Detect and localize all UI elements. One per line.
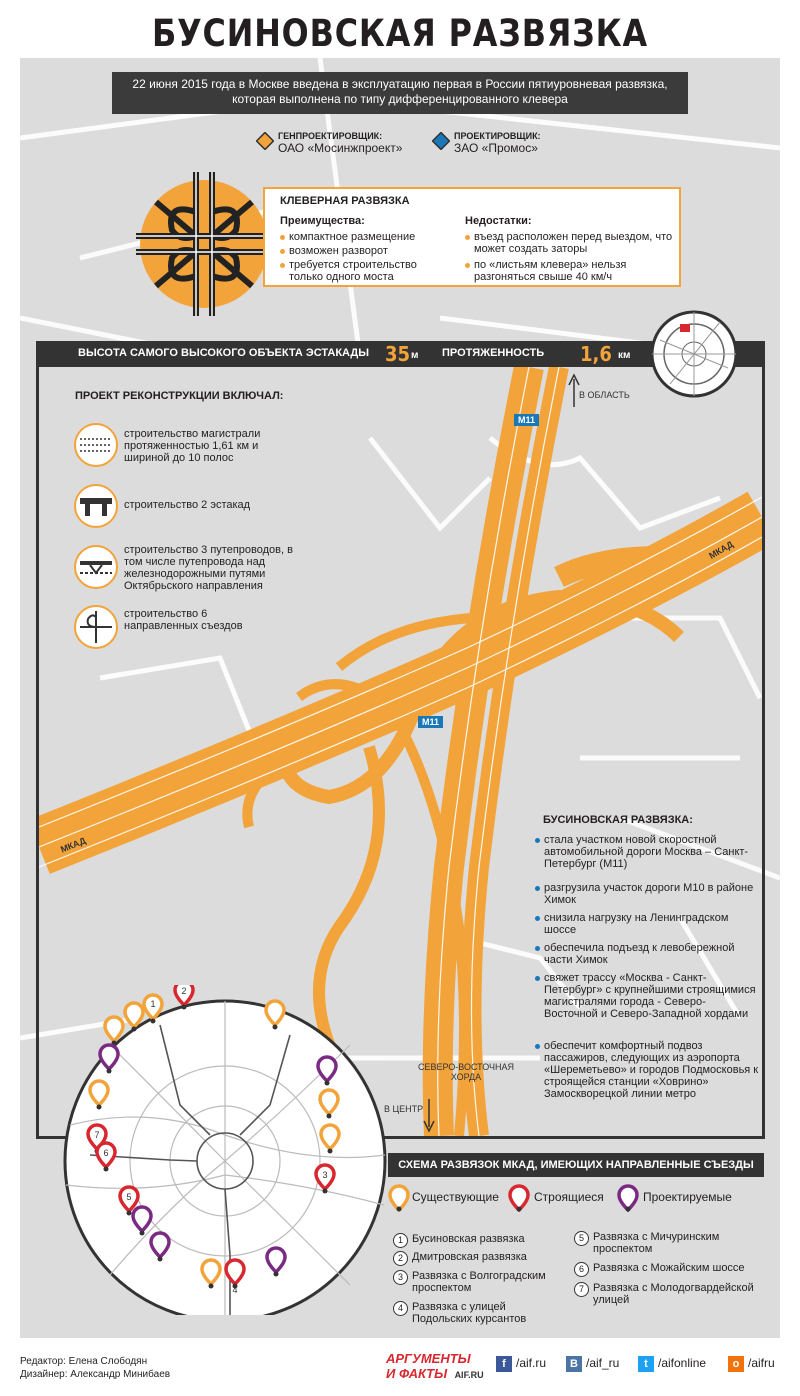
list-text: Бусиновская развязка xyxy=(412,1233,525,1245)
pro-item: компактное размещение xyxy=(280,231,459,243)
existing-pin-icon xyxy=(388,1182,410,1212)
length-label: ПРОТЯЖЕННОСТЬ xyxy=(442,347,545,359)
fact-item: стала участком новой скоростной автомобильной дороги Москва – Санкт-Петербург (М11) xyxy=(535,834,759,870)
editor-credit: Редактор: Елена Слободян xyxy=(20,1356,148,1367)
pin-number: 6 xyxy=(103,1148,109,1158)
scheme-list-item xyxy=(574,1262,769,1277)
pros-heading: Преимущества: xyxy=(280,215,365,227)
project-item-1: строительство магистрали протяженностью 1,61 км и шириной до 10 полос xyxy=(124,428,261,464)
facebook-icon: f xyxy=(496,1356,512,1372)
designer-credit: Дизайнер: Александр Минибаев xyxy=(20,1369,171,1380)
list-number: 6 xyxy=(574,1262,589,1277)
chord-label: СЕВЕРО-ВОСТОЧНАЯ ХОРДА xyxy=(417,1062,515,1082)
social-link[interactable]: /aifonline xyxy=(658,1356,707,1371)
arrow-up-icon xyxy=(569,375,579,407)
legend-existing: Существующие xyxy=(412,1190,499,1204)
credits xyxy=(20,1355,170,1381)
scheme-list-item xyxy=(393,1270,568,1294)
scheme-heading: СХЕМА РАЗВЯЗОК МКАД, ИМЕЮЩИХ НАПРАВЛЕННЫЕ СЪЕЗДЫ xyxy=(388,1153,764,1177)
height-label: ВЫСОТА САМОГО ВЫСОКОГО ОБЪЕКТА ЭСТАКАДЫ xyxy=(78,347,370,359)
social-vk[interactable] xyxy=(566,1356,619,1372)
pins-layer xyxy=(80,985,350,1315)
to-center-label: В ЦЕНТР xyxy=(384,1104,424,1114)
facts-heading: БУСИНОВСКАЯ РАЗВЯЗКА: xyxy=(543,814,693,826)
mkad-label-left: МКАД xyxy=(59,835,88,855)
vk-icon: B xyxy=(566,1356,582,1372)
length-unit: км xyxy=(618,350,631,361)
planned-pin-icon xyxy=(617,1182,639,1212)
list-number: 3 xyxy=(393,1270,408,1285)
intro-banner: 22 июня 2015 года в Москве введена в эксплуатацию первая в России пятиуровневая развязка, которая выполнена по типу дифференцированного клевера xyxy=(112,72,688,114)
pin-number: 3 xyxy=(322,1170,328,1180)
social-link[interactable]: /aif_ru xyxy=(586,1356,620,1371)
project-item-4: строительство 6 направленных съездов xyxy=(124,608,243,632)
fact-item: обеспечила подъезд к левобережной части Химок xyxy=(535,942,759,966)
page-title: БУСИНОВСКАЯ РАЗВЯЗКА xyxy=(151,12,649,55)
scheme-list-item xyxy=(393,1301,568,1325)
cloverleaf-heading: КЛЕВЕРНАЯ РАЗВЯЗКА xyxy=(280,195,410,207)
fact-item: свяжет трассу «Москва - Санкт-Петербург» с крупнейшими строящимися магистралями города - Северо-Восточной и Северо-Западной хордами xyxy=(535,972,759,1020)
fact-item: разгрузила участок дороги М10 в районе Химок xyxy=(535,882,759,906)
con-item: въезд расположен перед выездом, что может создать заторы xyxy=(465,231,674,255)
list-text: Развязка с Молодогвардейской улицей xyxy=(593,1282,754,1306)
length-value: 1,6 xyxy=(580,342,612,366)
designer-org: ЗАО «Промос» xyxy=(454,141,538,155)
building-pin-icon xyxy=(508,1182,530,1212)
exit-icon xyxy=(74,605,118,649)
social-facebook[interactable] xyxy=(496,1356,546,1372)
logo-site: AIF.RU xyxy=(454,1370,484,1380)
scheme-list-item xyxy=(393,1233,568,1248)
overpass-icon xyxy=(74,484,118,528)
pro-item: возможен разворот xyxy=(280,245,459,257)
list-number: 4 xyxy=(393,1301,408,1316)
aif-logo[interactable] xyxy=(386,1352,486,1386)
pin-number: 2 xyxy=(181,986,187,996)
cloverleaf-box xyxy=(263,187,681,287)
list-number: 7 xyxy=(574,1282,589,1297)
project-item-3: строительство 3 путепроводов, в том числе путепровода над железнодорожными путями Октябрьского направления xyxy=(124,544,293,592)
list-number: 2 xyxy=(393,1251,408,1266)
list-text: Дмитровская развязка xyxy=(412,1251,527,1263)
scheme-list-item xyxy=(393,1251,568,1266)
general-designer xyxy=(256,130,402,154)
list-text: Развязка с Можайским шоссе xyxy=(593,1262,745,1274)
project-item-2: строительство 2 эстакад xyxy=(124,499,251,511)
cons-heading: Недостатки: xyxy=(465,215,532,227)
pro-item: требуется строительство только одного моста xyxy=(280,259,429,283)
pin-number: 5 xyxy=(126,1192,132,1202)
m11-sign-middle: M11 xyxy=(418,716,443,728)
list-text: Развязка с улицей Подольских курсантов xyxy=(412,1301,527,1325)
con-item: по «листьям клевера» нельзя разгоняться свыше 40 км/ч xyxy=(465,259,654,283)
legend-planned: Проектируемые xyxy=(643,1190,732,1204)
pin-number: 7 xyxy=(94,1130,100,1140)
m11-sign-top: M11 xyxy=(514,414,539,426)
twitter-icon: t xyxy=(638,1356,654,1372)
designer xyxy=(432,130,541,154)
blue-badge-icon xyxy=(432,132,450,150)
orange-badge-icon xyxy=(256,132,274,150)
odnoklassniki-icon: o xyxy=(728,1356,744,1372)
fact-item: обеспечит комфортный подвоз пассажиров, следующих из аэропорта «Шереметьево» и городов Подмосковья к строящейся станции «Ховрино» Замоскворецкой линии метро xyxy=(535,1040,759,1100)
list-text: Развязка с Мичуринским проспектом xyxy=(593,1231,720,1255)
list-number: 5 xyxy=(574,1231,589,1246)
social-link[interactable]: /aifru xyxy=(748,1356,775,1371)
height-value: 35 xyxy=(385,342,411,366)
scheme-list-item xyxy=(574,1282,769,1306)
social-odnoklassniki[interactable] xyxy=(728,1356,775,1372)
social-twitter[interactable] xyxy=(638,1356,706,1372)
general-designer-label: ГЕНПРОЕКТИРОВЩИК: xyxy=(278,131,383,141)
highway-icon xyxy=(74,423,118,467)
project-heading: ПРОЕКТ РЕКОНСТРУКЦИИ ВКЛЮЧАЛ: xyxy=(75,390,284,402)
legend-building: Строящиеся xyxy=(534,1190,604,1204)
designer-label: ПРОЕКТИРОВЩИК: xyxy=(454,131,541,141)
pin-number: 1 xyxy=(150,999,156,1009)
social-link[interactable]: /aif.ru xyxy=(516,1356,547,1371)
general-designer-org: ОАО «Мосинжпроект» xyxy=(278,141,403,155)
to-region-label: В ОБЛАСТЬ xyxy=(579,390,630,400)
pin-number: 4 xyxy=(232,1285,238,1295)
fact-item: снизила нагрузку на Ленинградском шоссе xyxy=(535,912,759,936)
height-unit: м xyxy=(411,350,419,361)
list-number: 1 xyxy=(393,1233,408,1248)
mkad-label-right: МКАД xyxy=(707,539,735,561)
logo-bottom: И ФАКТЫ xyxy=(386,1366,448,1381)
list-text: Развязка с Волгоградским проспектом xyxy=(412,1270,546,1294)
scheme-list-item xyxy=(574,1231,769,1255)
logo-top: АРГУМЕНТЫ xyxy=(386,1351,471,1366)
cloverleaf-icon xyxy=(136,172,272,316)
bridge-icon xyxy=(74,545,118,589)
